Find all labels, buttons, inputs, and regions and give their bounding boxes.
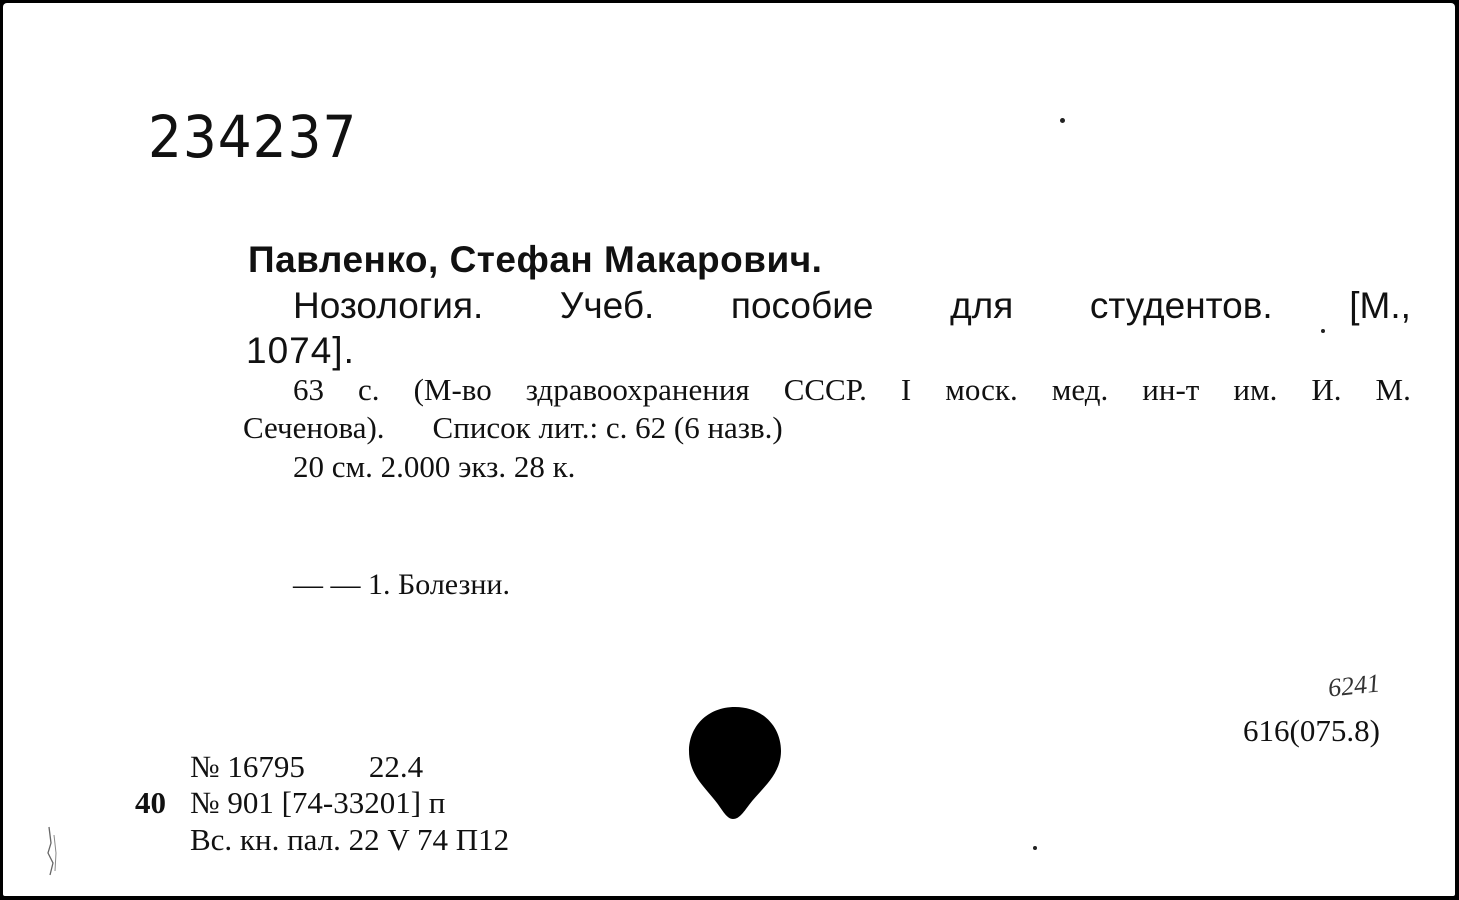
description-line-1 xyxy=(293,372,1411,408)
publication-year: 1074]. xyxy=(246,330,355,371)
description-word: 63 xyxy=(293,372,324,407)
registry-code: 22.4 xyxy=(368,749,424,784)
description-word: им. xyxy=(1233,372,1278,407)
description-word: ин-т xyxy=(1142,372,1200,407)
description-word: СССР. xyxy=(783,372,867,407)
handwritten-note: 6241 xyxy=(1326,668,1382,703)
udc-classification: 616(075.8) xyxy=(1243,713,1380,748)
registry-prefix: 40 xyxy=(135,785,166,820)
author-heading: Павленко, Стефан Макарович. xyxy=(248,239,823,280)
description-word: здравоохранения xyxy=(525,372,750,407)
description-word: мед. xyxy=(1051,372,1109,407)
pencil-mark-icon xyxy=(43,823,63,883)
registry-number: № 16795 xyxy=(190,749,305,784)
description-word: I xyxy=(900,372,912,407)
description-word: моск. xyxy=(945,372,1018,407)
title-word: Учеб. xyxy=(559,285,655,326)
title-line xyxy=(293,285,1411,327)
punch-hole-icon xyxy=(687,705,783,821)
registry-line-2: № 901 [74-33201] п xyxy=(190,785,446,820)
description-line-2 xyxy=(243,410,783,446)
paper-speck xyxy=(1060,118,1065,123)
description-word: М. xyxy=(1375,372,1411,407)
subject-heading: — — 1. Болезни. xyxy=(293,568,510,601)
title-word: Нозология. xyxy=(293,285,484,326)
description-word: И. xyxy=(1311,372,1342,407)
description-word: (М-во xyxy=(413,372,492,407)
description-word: с. xyxy=(358,372,380,407)
paper-speck xyxy=(1321,329,1325,333)
paper-speck xyxy=(1033,846,1037,850)
title-word: для xyxy=(950,285,1014,326)
card-paper xyxy=(3,3,1455,896)
bibliography-note: Список лит.: с. 62 (6 назв.) xyxy=(432,410,783,445)
title-word: [М., xyxy=(1349,285,1411,326)
registry-line-3: Вс. кн. пал. 22 V 74 П12 xyxy=(190,822,510,857)
title-word: пособие xyxy=(730,285,874,326)
institution-name: Сеченова). xyxy=(243,410,385,445)
registry-line-1 xyxy=(190,749,423,785)
title-word: студентов. xyxy=(1089,285,1273,326)
accession-number: 234237 xyxy=(148,103,358,171)
physical-description: 20 см. 2.000 экз. 28 к. xyxy=(293,449,576,484)
